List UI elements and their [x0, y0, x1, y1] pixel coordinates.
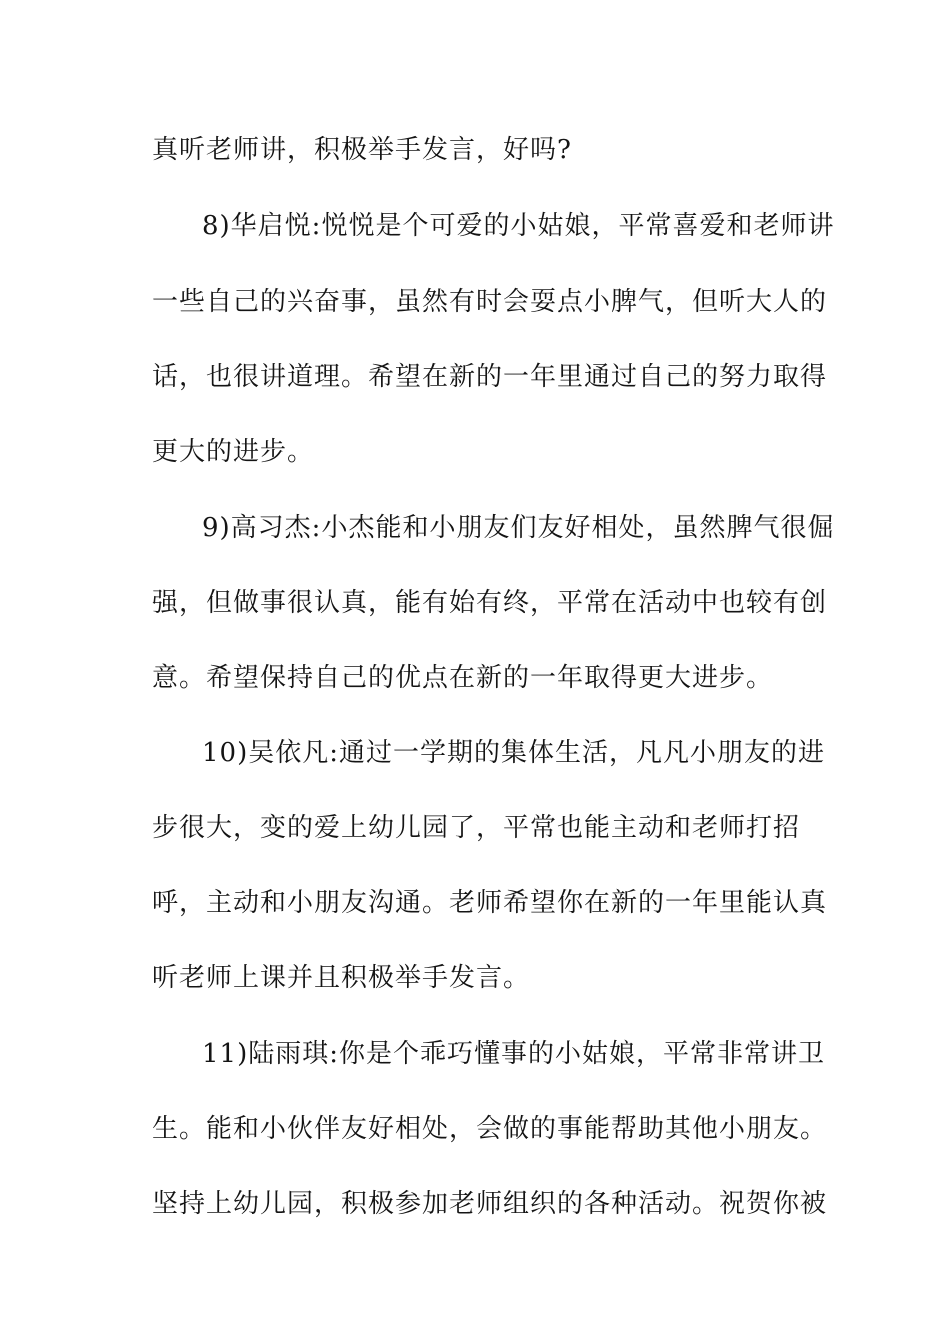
text-line: 呼，主动和小朋友沟通。老师希望你在新的一年里能认真: [152, 888, 828, 918]
text-line: 真听老师讲，积极举手发言，好吗?: [152, 135, 572, 165]
text-line: 话，也很讲道理。希望在新的一年里通过自己的努力取得: [152, 362, 828, 392]
text-line: 坚持上幼儿园，积极参加老师组织的各种活动。祝贺你被: [152, 1189, 828, 1219]
text-line: 步很大，变的爱上幼儿园了，平常也能主动和老师打招: [152, 813, 801, 843]
paragraph-start-line: 9)高习杰:小杰能和小朋友们友好相处，虽然脾气很倔: [202, 513, 835, 543]
text-line: 强，但做事很认真，能有始有终，平常在活动中也较有创: [152, 588, 828, 618]
text-line: 意。希望保持自己的优点在新的一年取得更大进步。: [152, 663, 774, 693]
text-line: 听老师上课并且积极举手发言。: [152, 963, 531, 993]
text-line: 生。能和小伙伴友好相处，会做的事能帮助其他小朋友。: [152, 1114, 828, 1144]
paragraph-start-line: 8)华启悦:悦悦是个可爱的小姑娘，平常喜爱和老师讲: [202, 211, 835, 241]
text-line: 一些自己的兴奋事，虽然有时会耍点小脾气，但听大人的: [152, 287, 828, 317]
paragraph-start-line: 10)吴依凡:通过一学期的集体生活，凡凡小朋友的进: [202, 738, 825, 768]
paragraph-start-line: 11)陆雨琪:你是个乖巧懂事的小姑娘，平常非常讲卫: [202, 1039, 825, 1069]
text-line: 更大的进步。: [152, 437, 315, 467]
